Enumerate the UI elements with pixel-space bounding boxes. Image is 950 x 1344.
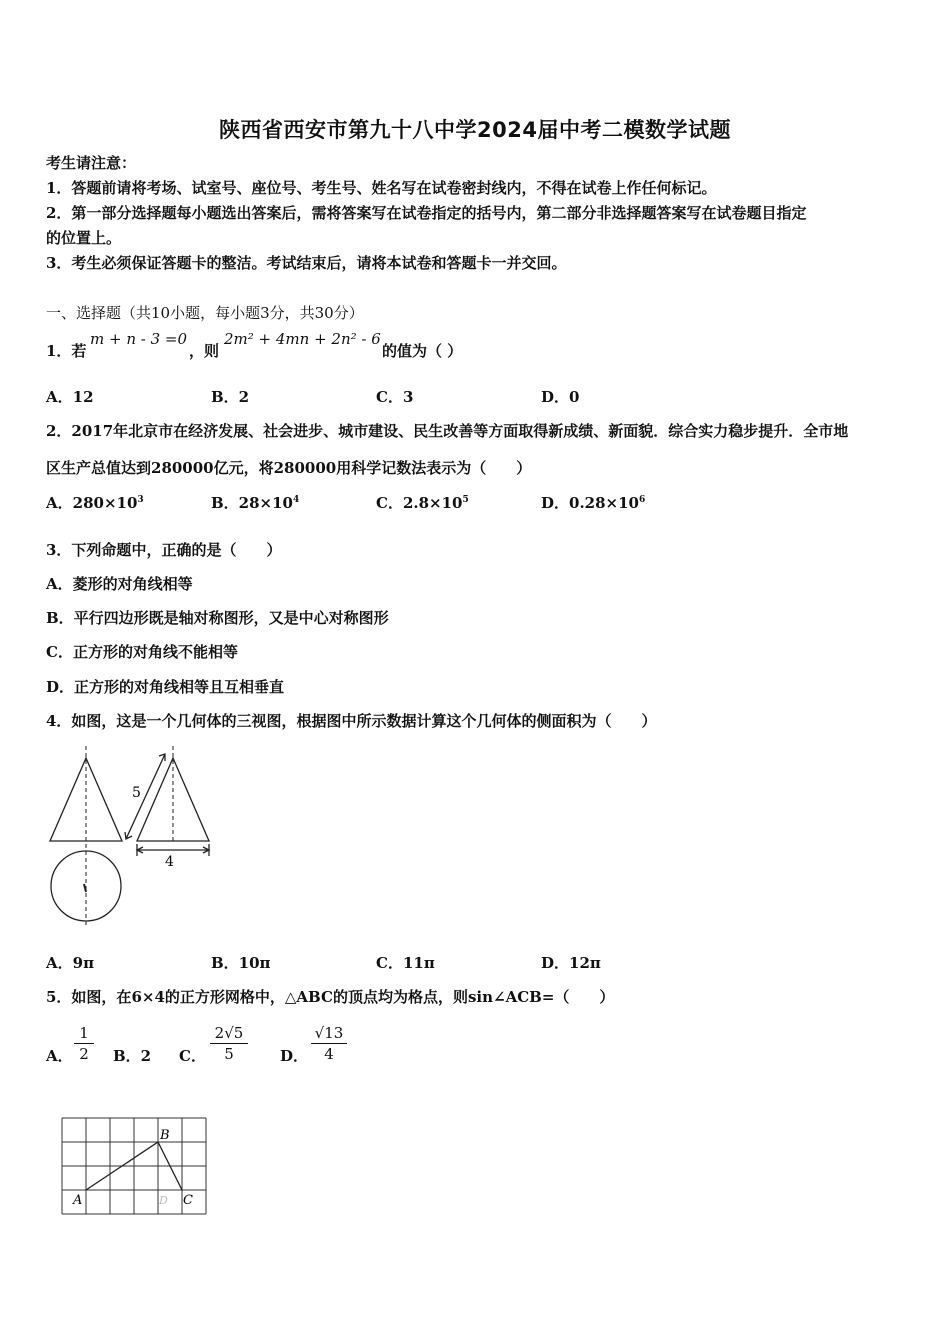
vertex-a-label: A [73, 1193, 83, 1208]
point-d-faint-label: D [159, 1194, 168, 1207]
q1-option-d: D．0 [541, 388, 580, 406]
q5-option-a-fraction: $\frac{1}{2}$ [74, 1023, 94, 1064]
q3-option-b: B．平行四边形既是轴对称图形，又是中心对称图形 [46, 609, 389, 627]
q2-option-d: D．$0.28\times 10^6$ [541, 494, 646, 512]
q2-line-1: 2．2017年北京市在经济发展、社会进步、城市建设、民生改善等方面取得新成绩、新面貌．综合实力稳步提升．全市地 [46, 422, 849, 440]
q1-condition: m + n - 3 =0 [90, 330, 188, 348]
vertex-b-label: B [160, 1128, 170, 1143]
exam-title: 陕西省西安市第九十八中学2024届中考二模数学试题 [219, 118, 731, 142]
q1-expression: 2m² + 4mn + 2n² - 6 [224, 330, 381, 348]
q4-option-d: D．12π [541, 954, 601, 972]
notice-item-3: 3．考生必须保证答题卡的整洁。考试结束后，请将本试卷和答题卡一并交回。 [46, 254, 567, 272]
base-label: 4 [165, 854, 174, 870]
q1-option-a: A．12 [46, 388, 94, 406]
q5-option-b: B．2 [113, 1047, 152, 1065]
q1-suffix: 的值为（ ） [382, 342, 463, 360]
q5-option-d-label: D． [280, 1047, 309, 1065]
q1-prefix: 1．若 [46, 342, 87, 360]
q1-mid: ，则 [189, 342, 220, 360]
q4-option-c: C．11π [376, 954, 435, 972]
vertex-c-label: C [183, 1193, 193, 1208]
slant-label: 5 [132, 785, 141, 801]
section-heading: 一、选择题（共10小题，每小题3分，共30分） [46, 304, 364, 322]
q4-option-b: B．10π [211, 954, 271, 972]
q2-option-a: A．$280\times 10^3$ [46, 494, 144, 512]
q2-option-c: C．$2.8\times 10^5$ [376, 494, 469, 512]
q5-option-c-label: C． [179, 1047, 206, 1065]
grid-triangle-figure [56, 1112, 226, 1222]
q1-option-c: C．3 [376, 388, 414, 406]
q2-option-b: B．$28\times 10^4$ [211, 494, 300, 512]
q2-line-2: 区生产总值达到280000亿元，将280000用科学记数法表示为（ ） [46, 459, 532, 477]
q4-option-a: A．9π [46, 954, 95, 972]
q5-option-c-fraction: $\frac{2√5}{5}$ [210, 1023, 248, 1064]
q4-stem: 4．如图，这是一个几何体的三视图，根据图中所示数据计算这个几何体的侧面积为（ ） [46, 712, 657, 730]
notice-item-2: 2．第一部分选择题每小题选出答案后，需将答案写在试卷指定的括号内，第二部分非选择题答案写在试卷题目指定 [46, 204, 807, 222]
notice-heading: 考生请注意： [46, 154, 137, 172]
q5-stem: 5．如图，在6×4的正方形网格中，△ABC的顶点均为格点，则sin∠ACB=（ ） [46, 988, 615, 1006]
q3-option-a: A．菱形的对角线相等 [46, 575, 193, 593]
three-view-figure [40, 740, 220, 930]
q5-option-a-label: A． [46, 1047, 73, 1065]
q1-option-b: B．2 [211, 388, 250, 406]
circle-center-mark [84, 884, 86, 892]
q3-option-c: C．正方形的对角线不能相等 [46, 643, 238, 661]
q5-option-d-fraction: $\frac{√13}{4}$ [311, 1023, 347, 1064]
q3-option-d: D．正方形的对角线相等且互相垂直 [46, 678, 285, 696]
notice-item-1: 1．答题前请将考场、试室号、座位号、考生号、姓名写在试卷密封线内，不得在试卷上作任何标记。 [46, 179, 717, 197]
notice-item-2-cont: 的位置上。 [46, 229, 122, 247]
q3-stem: 3．下列命题中，正确的是（ ） [46, 541, 282, 559]
